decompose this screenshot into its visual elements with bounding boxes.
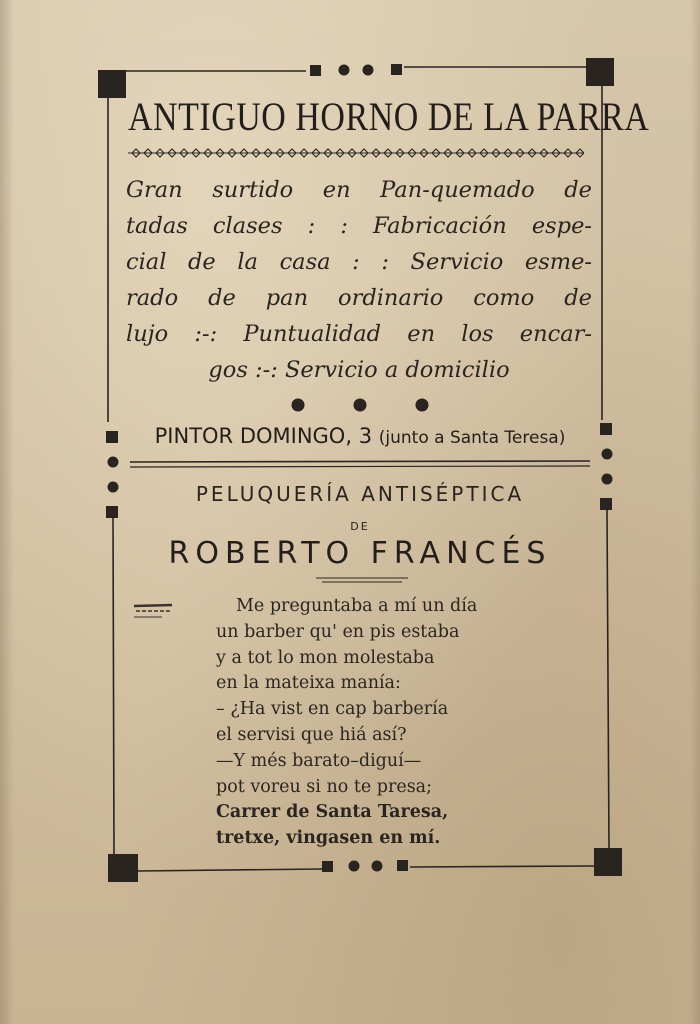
poem-line: un barber qu' en pis estaba <box>216 621 460 642</box>
ink-smudge-mark <box>132 602 176 624</box>
poem-line: y a tot lo mon molestaba <box>216 647 435 668</box>
poem-line: pot voreu si no te presa; <box>216 776 433 797</box>
barber-connector: DE <box>350 520 370 533</box>
poem-line: —Y més barato–diguí— <box>216 750 422 771</box>
barber-poem <box>216 594 556 852</box>
three-dot-divider <box>280 396 440 414</box>
poem-line: el servisi que hiá así? <box>216 724 407 745</box>
name-underline <box>316 576 408 584</box>
bakery-address <box>130 424 590 448</box>
poem-line: tretxe, vingasen en mí. <box>216 828 441 849</box>
description-line: lujo :-: Puntualidad en los encar- <box>126 321 592 347</box>
description-line: Gran surtido en Pan-quemado de <box>126 177 592 203</box>
bakery-title: ANTIGUO HORNO DE LA PARRA <box>128 96 650 140</box>
description-line: tadas clases : : Fabricación espe- <box>126 213 592 239</box>
description-line: cial de la casa : : Servicio esme- <box>126 249 592 275</box>
barber-owner-name: ROBERTO FRANCÉS <box>168 536 552 571</box>
barber-title: PELUQUERÍA ANTISÉPTICA <box>195 482 525 506</box>
poem-line: – ¿Ha vist en cap barbería <box>216 699 449 720</box>
address-note: (junto a Santa Teresa) <box>378 428 566 448</box>
poem-line: Carrer de Santa Taresa, <box>216 802 449 823</box>
poem-line: Me preguntaba a mí un día <box>236 596 478 616</box>
address-street: PINTOR DOMINGO, 3 <box>154 424 373 448</box>
bakery-description <box>126 172 592 388</box>
decorative-border-strip <box>128 145 584 161</box>
poem-line: en la mateixa manía: <box>216 673 401 694</box>
description-line: gos :-: Servicio a domicilio <box>208 357 510 383</box>
description-line: rado de pan ordinario como de <box>126 285 592 311</box>
